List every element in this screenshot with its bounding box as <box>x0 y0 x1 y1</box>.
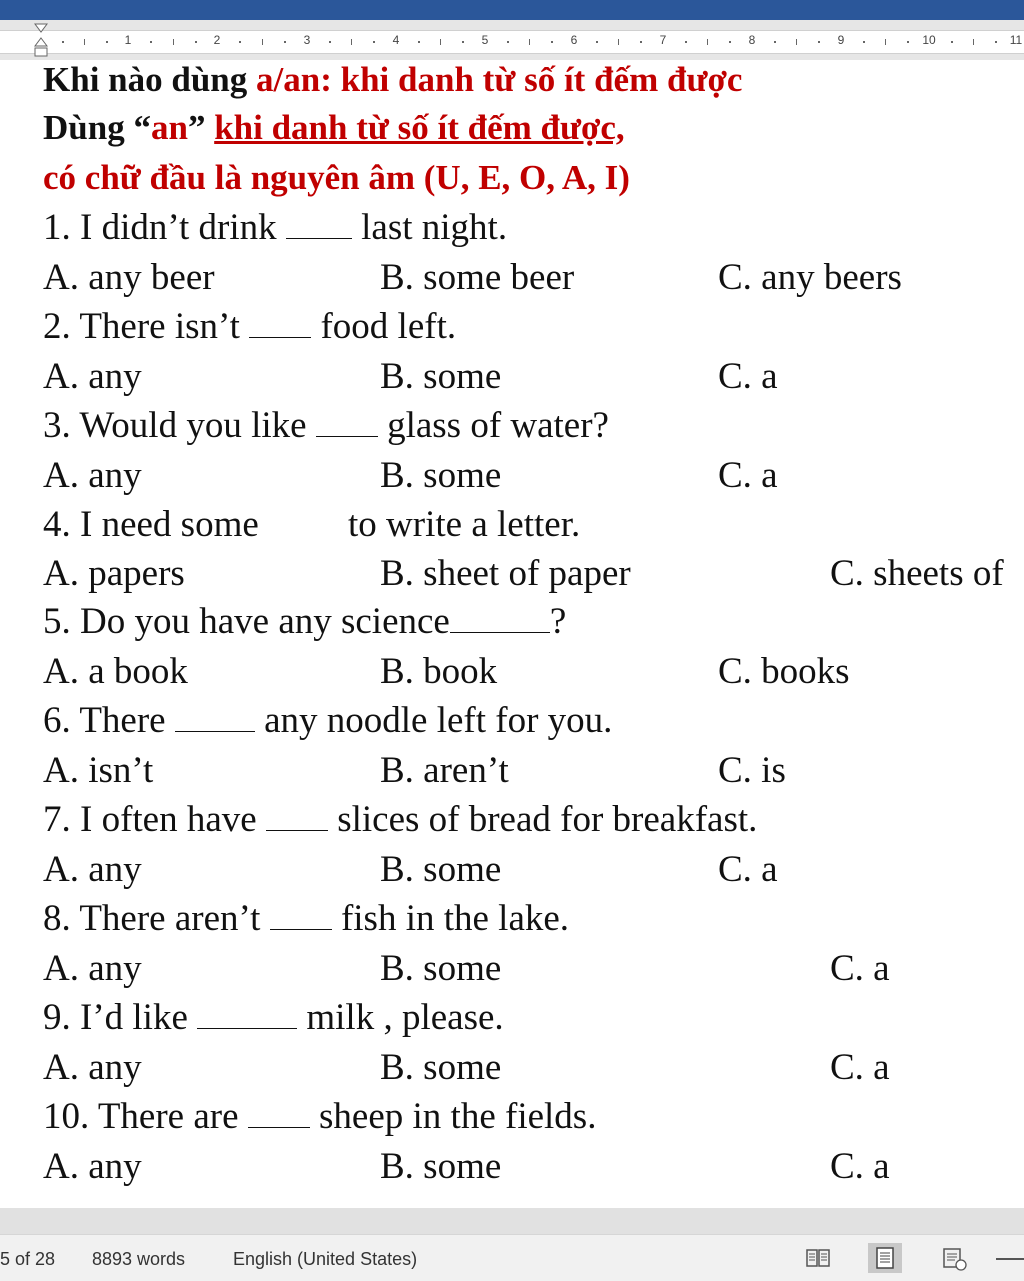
question-text: 2. There isn’t <box>43 306 250 347</box>
ruler-dot <box>418 41 420 43</box>
ruler-number: 7 <box>659 33 667 47</box>
header-line-1 <box>43 60 742 100</box>
ruler-dot <box>62 41 64 43</box>
question-3 <box>43 404 609 447</box>
question-text: ? <box>549 601 567 642</box>
question-6 <box>43 699 612 742</box>
ruler-dot <box>373 41 375 43</box>
question-9 <box>43 996 504 1039</box>
question-text: 1. I didn’t drink <box>43 207 286 248</box>
answer-blank <box>197 998 297 1029</box>
answer-blank <box>286 208 352 239</box>
option-a: A. a book <box>43 651 188 692</box>
ruler-dot <box>951 41 953 43</box>
ruler-dot <box>729 41 731 43</box>
language-indicator[interactable]: English (United States) <box>233 1249 418 1269</box>
option-a: A. any <box>43 1047 142 1088</box>
ruler-tick <box>351 39 352 45</box>
header-line-2 <box>43 108 625 148</box>
ruler-dot <box>150 41 152 43</box>
option-c: C. a <box>718 356 778 397</box>
question-4 <box>43 503 580 546</box>
ruler-dot <box>907 41 909 43</box>
ruler-number: 9 <box>837 33 845 47</box>
ruler-dot <box>774 41 776 43</box>
option-c: C. books <box>718 651 850 692</box>
page-count[interactable]: 5 of 28 <box>0 1249 56 1269</box>
ruler-tick <box>84 39 85 45</box>
question-text: milk , please. <box>297 997 504 1038</box>
ruler-tick <box>885 39 886 45</box>
ruler-tick <box>529 39 530 45</box>
option-b: B. aren’t <box>380 750 509 791</box>
question-text: slices of bread for breakfast. <box>327 799 758 840</box>
title-bar <box>0 0 1024 20</box>
ruler-number: 1 <box>124 33 132 47</box>
question-text: 5. Do you have any science <box>43 601 450 642</box>
answer-blank <box>249 307 311 338</box>
print-layout-button[interactable] <box>868 1243 902 1273</box>
ruler-dot <box>507 41 509 43</box>
ruler-tick <box>262 39 263 45</box>
question-text: food left. <box>311 306 457 347</box>
answer-blank <box>270 899 332 930</box>
option-b: B. some <box>380 948 502 989</box>
page-gap <box>0 1208 1024 1234</box>
option-b: B. some <box>380 849 502 890</box>
ruler-dot <box>551 41 553 43</box>
question-2 <box>43 305 456 348</box>
option-a: A. any <box>43 849 142 890</box>
ruler-dot <box>284 41 286 43</box>
ruler-dot <box>106 41 108 43</box>
ruler-tick <box>173 39 174 45</box>
ruler-dot <box>462 41 464 43</box>
question-text: 3. Would you like <box>43 405 316 446</box>
word-count[interactable]: 8893 words <box>92 1249 186 1269</box>
read-mode-icon <box>801 1243 835 1273</box>
option-a: A. any <box>43 1146 142 1187</box>
ruler-number: 5 <box>481 33 489 47</box>
option-c: C. a <box>830 1146 890 1187</box>
ruler-strip <box>0 30 1024 54</box>
ruler-tick <box>973 39 974 45</box>
ruler-tick <box>796 39 797 45</box>
ruler-number: 3 <box>303 33 311 47</box>
document-page[interactable] <box>0 60 1024 1208</box>
option-c: C. sheets of <box>830 553 1004 594</box>
option-c: C. a <box>718 455 778 496</box>
header-text: Dùng “ <box>43 108 151 147</box>
answer-blank <box>316 406 378 437</box>
print-layout-icon <box>868 1243 902 1273</box>
ruler-dot <box>995 41 997 43</box>
header-red-text: a/an: khi danh từ số ít đếm được <box>256 60 743 99</box>
header-line-3: có chữ đầu là nguyên âm (U, E, O, A, I) <box>43 158 630 197</box>
option-b: B. some <box>380 1047 502 1088</box>
option-b: B. some <box>380 455 502 496</box>
ruler-tick <box>707 39 708 45</box>
option-b: B. some <box>380 1146 502 1187</box>
ruler-tick <box>618 39 619 45</box>
option-b: B. book <box>380 651 498 692</box>
option-a: A. any <box>43 948 142 989</box>
zoom-slider[interactable] <box>996 1258 1024 1260</box>
ruler-dot <box>685 41 687 43</box>
question-text: to write a letter. <box>348 504 581 545</box>
ruler-dot <box>818 41 820 43</box>
question-text: 6. There <box>43 700 175 741</box>
question-text: glass of water? <box>377 405 609 446</box>
answer-blank <box>175 701 255 732</box>
option-b: B. sheet of paper <box>380 553 631 594</box>
read-mode-button[interactable] <box>801 1243 835 1273</box>
status-bar <box>0 1234 1024 1281</box>
question-text: last night. <box>351 207 508 248</box>
question-text: fish in the lake. <box>331 898 570 939</box>
option-b: B. some beer <box>380 257 575 298</box>
option-b: B. some <box>380 356 502 397</box>
option-a: A. papers <box>43 553 185 594</box>
header-red-underlined-text: khi danh từ số ít đếm được, <box>214 108 625 147</box>
question-7 <box>43 798 757 841</box>
question-text: 9. I’d like <box>43 997 198 1038</box>
option-a: A. any <box>43 356 142 397</box>
question-8 <box>43 897 569 940</box>
option-c: C. a <box>718 849 778 890</box>
option-a: A. any <box>43 455 142 496</box>
answer-blank <box>248 1097 310 1128</box>
ruler-number: 10 <box>922 33 936 47</box>
header-text: ” <box>187 108 215 147</box>
ruler-number: 2 <box>213 33 221 47</box>
answer-blank <box>450 602 550 633</box>
option-c: C. a <box>830 948 890 989</box>
question-text: 8. There aren’t <box>43 898 270 939</box>
ruler-dot <box>195 41 197 43</box>
ruler-number: 4 <box>392 33 400 47</box>
question-text: 10. There are <box>43 1096 248 1137</box>
option-a: A. isn’t <box>43 750 154 791</box>
question-5 <box>43 600 566 643</box>
ruler-number: 6 <box>570 33 578 47</box>
ruler-dot <box>640 41 642 43</box>
web-layout-button[interactable] <box>937 1243 971 1273</box>
ruler-tick <box>440 39 441 45</box>
ruler-dot <box>239 41 241 43</box>
option-a: A. any beer <box>43 257 215 298</box>
question-text: any noodle left for you. <box>254 700 613 741</box>
ruler-dot <box>329 41 331 43</box>
ruler-dot <box>863 41 865 43</box>
option-c: C. is <box>718 750 786 791</box>
web-layout-icon <box>937 1243 971 1273</box>
option-c: C. a <box>830 1047 890 1088</box>
answer-blank <box>266 800 328 831</box>
header-text: Khi nào dùng <box>43 60 257 99</box>
ruler-number: 8 <box>748 33 756 47</box>
option-c: C. any beers <box>718 257 902 298</box>
question-10 <box>43 1095 596 1138</box>
ruler-dot <box>596 41 598 43</box>
header-red-text: an <box>150 108 188 147</box>
question-text: 7. I often have <box>43 799 266 840</box>
question-text: sheep in the fields. <box>309 1096 597 1137</box>
ruler-number: 11 <box>1009 33 1023 47</box>
question-1 <box>43 206 507 249</box>
indent-marker-icon[interactable] <box>34 22 48 58</box>
question-text: 4. I need some <box>43 504 269 545</box>
